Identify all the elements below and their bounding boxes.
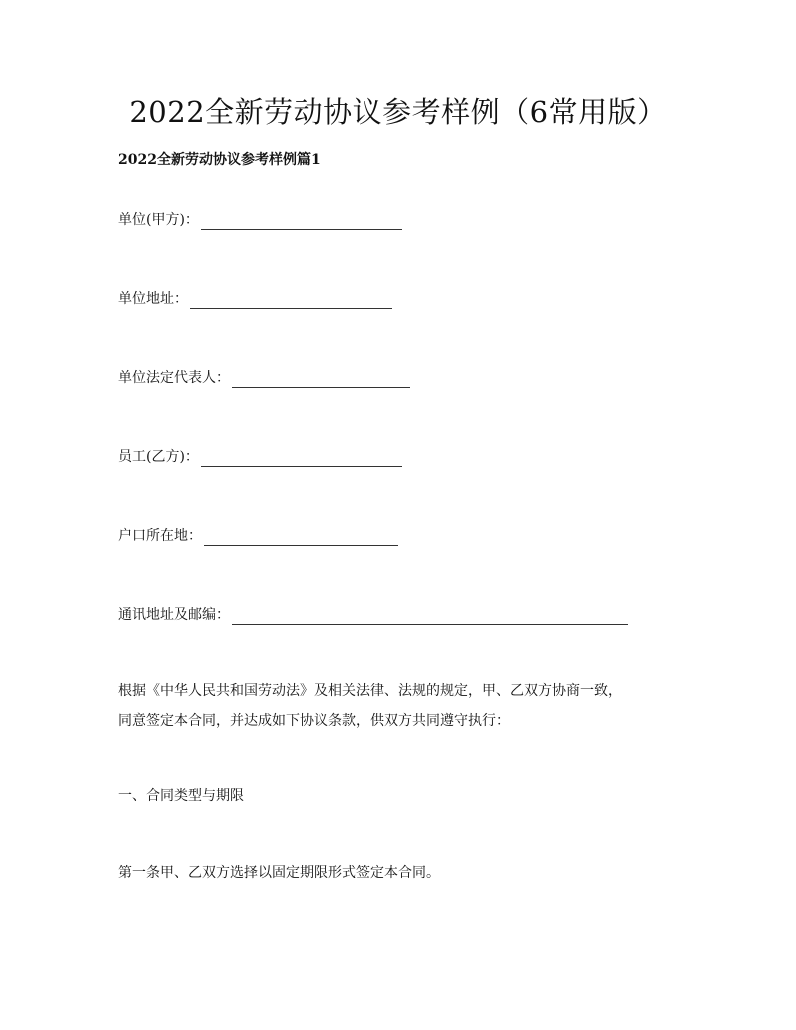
section-heading-1: 一、合同类型与期限 [118, 788, 244, 804]
field-employee [118, 447, 402, 467]
field-legal-representative [118, 368, 410, 388]
field-employer-address-label: 单位地址： [118, 291, 188, 307]
field-household-registration [118, 526, 398, 546]
field-employer [118, 210, 402, 230]
field-employer-address-blank[interactable] [190, 292, 392, 309]
document-subtitle: 2022全新劳动协议参考样例篇1 [118, 152, 321, 168]
field-household-registration-blank[interactable] [204, 529, 398, 546]
field-employer-label: 单位(甲方)： [118, 212, 199, 228]
document-title: 2022全新劳动协议参考样例（6常用版） [129, 95, 667, 129]
article-1: 第一条甲、乙双方选择以固定期限形式签定本合同。 [118, 865, 440, 881]
intro-line-1: 根据《中华人民共和国劳动法》及相关法律、法规的规定，甲、乙双方协商一致， [118, 683, 622, 699]
field-legal-representative-label: 单位法定代表人： [118, 370, 230, 386]
field-employee-label: 员工(乙方)： [118, 449, 199, 465]
field-mailing-address-blank[interactable] [232, 608, 628, 625]
intro-line-2: 同意签定本合同，并达成如下协议条款，供双方共同遵守执行： [118, 713, 510, 729]
intro-paragraph [118, 676, 678, 736]
field-legal-representative-blank[interactable] [232, 371, 410, 388]
field-household-registration-label: 户口所在地： [118, 528, 202, 544]
field-mailing-address [118, 605, 628, 625]
field-mailing-address-label: 通讯地址及邮编： [118, 607, 230, 623]
field-employer-blank[interactable] [201, 213, 402, 230]
field-employee-blank[interactable] [201, 450, 402, 467]
field-employer-address [118, 289, 392, 309]
